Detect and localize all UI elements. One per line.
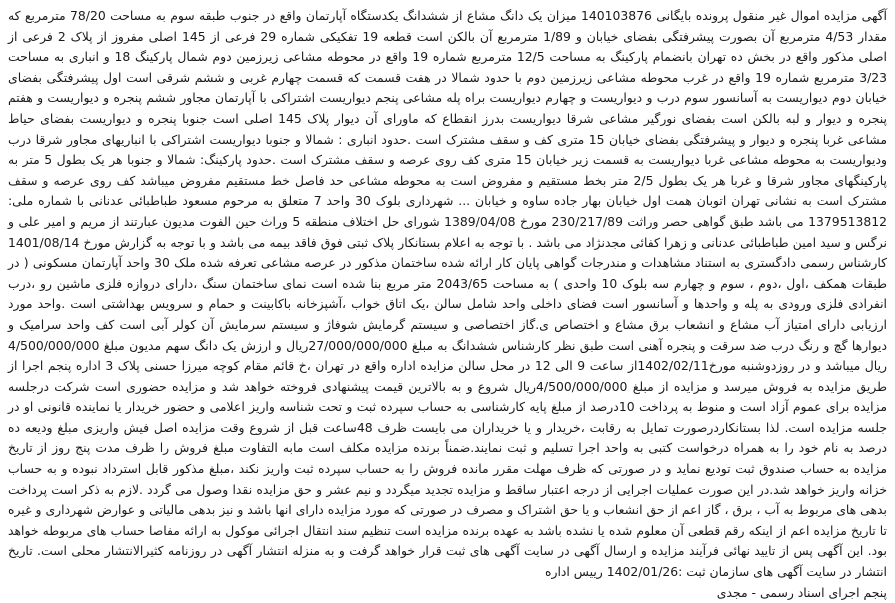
notice-signature: پنجم اجرای اسناد رسمی - مجدی [716,584,887,600]
notice-body: آگهی مزایده اموال غیر منقول پرونده بایگانی 140103876 میزان یک دانگ مشاع از ششدانگ یکدستگاه آپارتمان واقع در جنوب طبقه سوم به مساحت 78/20 مترمربع که مقدار 4/53 مترمربع آن بصورت پیشرفتگی بفضای خیابان و 1/89 مترمربع آن بالکن است قطعه 19 تفکیکی شماره 29 فرعی از 145 اصلی مفروز از پلاک 2 فرعی از اصلی مذکور واقع در بخش ده تهران بانضمام پارکینگ به مساحت 12/5 مترمربع شماره 19 واقع در محوطه مشاعی زیرزمین دوم شمال پارکینگ 18 و انباری به مساحت 3/23 مترمربع شماره 19 واقع در غرب محوطه مشاعی زیرزمین دوم با حدود شمالا در هفت قسمت که قسمت چهارم غربی و ششم شرقی است اول پیشرفتگی بفضای خیابان دوم دیواریست به آسانسور سوم درب و دیواریست و چهارم دیواریست براه پله مشاعی پنجم دیواریست اشتراکی با آپارتمان مجاور ششم پنجره و دیواریست و هفتم پنجره و دیوار و لبه بالکن است بفضای نورگیر مشاعی شرقا دیواریست بدرز انقطاع که ماورای آن دیوار پلاک 145 اصلی است جنوبا پنجره و دیواریست بفضای حیاط مشاعی غربا پنجره و دیوار و پیشرفتگی بفضای خیابان 15 متری کف و سقف مشترک است .حدود انباری : شمالا و جنوبا دیواریست اشتراکی با انباریهای مجاور شرقا درب ودیواریست به محوطه مشاعی غربا دیواریست به قسمت زیر خیابان 15 متری کف روی عرصه و سقف مشترک است .حدود پارکینگ: شمالا و جنوبا هر یک بطول 5 متر به پارکینگهای مجاور شرقا و غربا هر یک بطول 2/5 متر بخط مستقیم و مفروض است به محوطه مشاعی حد فاصل خط مستقیم مفروض میباشد کف روی عرصه و سقف مشترک است به نشانی تهران اتوبان همت اول خیابان بهار جاده ساوه و خیابان ... شهرداری بلوک 30 واحد 7 متعلق به مرحوم مسعود طباطبائی عدنانی با شماره ملی: 1379513812 می باشد طبق گواهی حصر وراثت 230/217/89 مورخ 1389/04/08 شورای حل اختلاف منطقه 5 وراث حین الفوت مدیون عبارتند از مریم و امیر علی و نرگس و سید امین طباطبائی عدنانی و زهرا کفائی مجدنژاد می باشد . با توجه به اعلام بستانکار پلاک ثبتی فوق فاقد بیمه می باشد و با توجه به گزارش مورخ 1401/08/14 کارشناس رسمی دادگستری به استناد مشاهدات و مندرجات گواهی پایان کار ارائه شده ساختمان مذکور در عرصه مشاعی تعرفه شده ملک 30 واحد آپارتمان مسکونی ( در طبقات همکف ،اول ،دوم ، سوم و چهارم سه بلوک 10 واحدی ) به مساحت 2043/65 متر مربع بنا شده است نمای ساختمان سنگ ،دارای دروازه فلزی ماشین رو ،درب انفرادی فلزی ورودی به پله و واحدها و آسانسور است فضای داخلی واحد شامل سالن ،یک اتاق خواب ،آشپزخانه باکابینت و حمام و سرویس بهداشتی است .واحد مورد ارزیابی دارای امتیاز آب مشاع و انشعاب برق مشاع و اختصاص ی.گاز اختصاصی و سیستم گرمایش شوفاژ و سیستم سرمایش آن کولر آبی است کف واحد سرامیک و دیوارها گچ و رنگ درب ضد سرقت و پنجره آهنی است طبق نظر کارشناس ششدانگ به مبلغ 27/000/000/000ریال و ارزش یک دانگ سهم مدیون مبلغ 4/500/000/000 ریال میباشد و در روزدوشنبه مورخ1402/02/11از ساعت 9 الی 12 در محل سالن مزایده اداره واقع در تهران ،خ قائم مقام کوچه میرزا حسنی پلاک 3 اداره پنجم اجرا از طریق مزایده به فروش میرسد و مزایده از مبلغ 4/500/000/000ریال شروع و به بالاترین قیمت پیشنهادی فروخته خواهد شد و مزایده حضوری است شرکت درجلسه مزایده برای عموم آزاد است و منوط به پرداخت 10درصد از مبلغ پایه کارشناسی به حساب سپرده ثبت و تحت شناسه واریز اعلامی و حضور خریدار یا نماینده قانونی او در جلسه مزایده است. لذا بستانکاردرصورت تمایل به رقابت ،خریدار و یا خریداران می بایست ظرف 48ساعت قبل از شروع وقت مزایده اصل فیش واریزی مبلغ ودیعه ده درصد به نام خود را به همراه درخواست کتبی به واحد اجرا تسلیم و ثبت نمایند.ضمناً برنده مزایده مکلف است مابه التفاوت مبلغ فروش را ظرف مدت پنج روز از تاریخ مزایده به حساب صندوق ثبت تودیع نماید و در صورتی که ظرف مهلت مقرر مانده فروش را به حساب سپرده ثبت واریز نکند ،مبلغ مذکور قابل استرداد نبوده و به حساب خزانه واریز خواهد شد.در این صورت عملیات اجرایی از درجه اعتبار ساقط و مزایده تجدید میگردد و نیم عشر و حق مزایده نقدا وصول می گردد .لازم به ذکر است پرداخت بدهی های مربوط به آب ، برق ، گاز اعم از حق انشعاب و یا حق اشتراک و مصرف در صورتی که مورد مزایده دارای انها باشد و نیز بدهی مالیاتی و عوارض شهرداری و غیره تا تاریخ مزایده اعم از اینکه رقم قطعی آن معلوم شده یا نشده باشد به عهده برنده مزایده است تنظیم سند انتقال اجرائی موکول به ارائه مفاصا حساب های مربوطه خواهد بود. این آگهی پس از تایید نهائی فرآیند مزایده و ارسال آگهی در سایت آگهی های ثبت قرار خواهد گرفت و به منزله انتشار آگهی در روزنامه کثیرالانتشار محلی است. تاریخ انتشار در سایت آگهی های سازمان ثبت :1402/01/26 رییس اداره [8,8,888,580]
